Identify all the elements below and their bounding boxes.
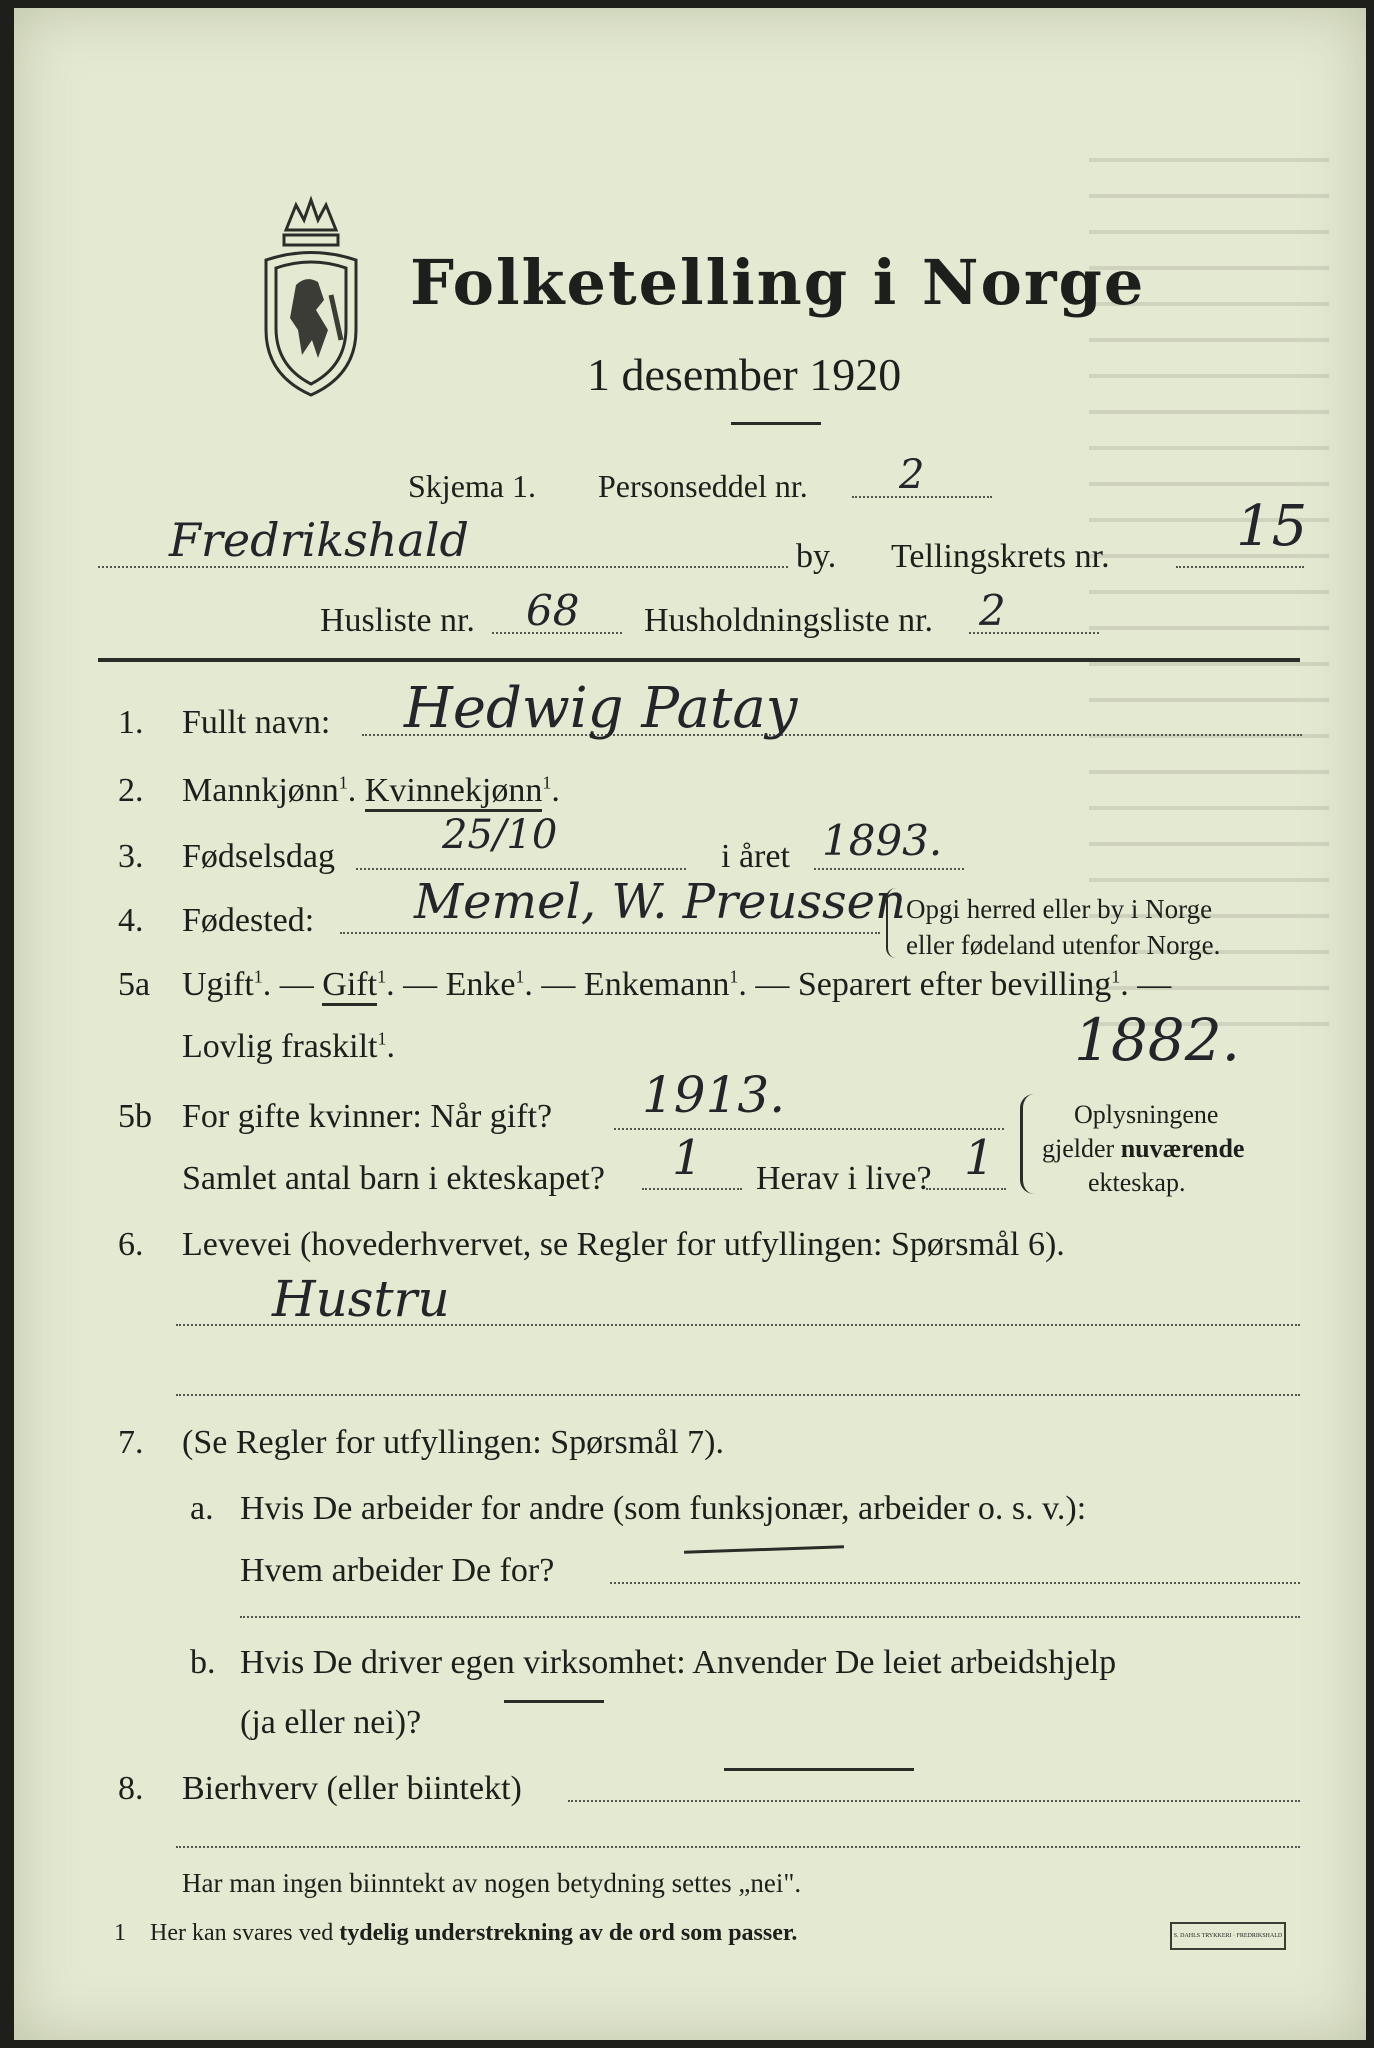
- q4-note-line2: eller fødeland utenfor Norge.: [906, 930, 1221, 960]
- q7b-letter: b.: [190, 1644, 216, 1681]
- year-label: i året: [721, 838, 790, 875]
- footnote: 1 Her kan svares ved tydelig understrekning av de ord som passer.: [114, 1920, 798, 1946]
- children-value[interactable]: 1: [672, 1130, 703, 1186]
- husliste-value[interactable]: 68: [526, 586, 580, 635]
- income-note: Har man ingen biinntekt av nogen betydning settes „nei".: [182, 1868, 802, 1898]
- q4-number: 4.: [118, 902, 144, 939]
- q7a-line1: Hvis De arbeider for andre (som funksjonær, arbeider o. s. v.):: [240, 1490, 1087, 1527]
- husliste-label: Husliste nr.: [320, 602, 475, 639]
- tellingskrets-value[interactable]: 15: [1236, 494, 1308, 559]
- q3-number: 3.: [118, 838, 144, 875]
- q2-number: 2.: [118, 772, 144, 809]
- birthdate-value[interactable]: 25/10: [442, 812, 558, 858]
- option-widow[interactable]: . — Enke: [386, 966, 516, 1003]
- q5b-alive-label: Herav i live?: [756, 1160, 932, 1197]
- personseddel-value[interactable]: 2: [899, 452, 925, 498]
- children-line: [642, 1188, 742, 1190]
- q7a-line2: Hvem arbeider De for?: [240, 1552, 555, 1589]
- margin-note-1882: 1882.: [1074, 1006, 1241, 1074]
- sex-options: Mannkjønn$^1$. Kvinnekjønn$^1$.: [182, 772, 560, 810]
- option-separated[interactable]: . — Separert efter bevilling: [738, 966, 1112, 1003]
- option-male[interactable]: Mannkjønn: [182, 772, 339, 809]
- q5b-married-label: For gifte kvinner: Når gift?: [182, 1098, 553, 1135]
- hired-help-dash: [504, 1700, 604, 1703]
- printer-stamp: S. DAHLS TRYKKERI · FREDRIKSHALD: [1170, 1922, 1286, 1950]
- q6-label: Levevei (hovederhvervet, se Regler for utfyllingen: Spørsmål 6).: [182, 1226, 1065, 1263]
- employer-line-2: [240, 1616, 1300, 1618]
- town-value[interactable]: Fredrikshald: [169, 513, 469, 567]
- q6-number: 6.: [118, 1226, 144, 1263]
- q5b-children-label: Samlet antal barn i ekteskapet?: [182, 1160, 605, 1197]
- option-female-underlined[interactable]: Kvinnekjønn: [365, 772, 543, 812]
- husholdning-label: Husholdningsliste nr.: [644, 602, 934, 639]
- q5b-bracket: [1020, 1094, 1039, 1194]
- occupation-line-1: [176, 1324, 1300, 1326]
- birthplace-line: [340, 932, 880, 934]
- q4-label: Fødested:: [182, 902, 315, 939]
- town-line: [98, 566, 788, 568]
- title-divider: [731, 422, 821, 425]
- q5b-number: 5b: [118, 1098, 152, 1135]
- census-date: 1 desember 1920: [587, 349, 902, 400]
- q7a-letter: a.: [190, 1490, 214, 1527]
- secondary-income-dash: [724, 1768, 914, 1771]
- birthplace-value[interactable]: Memel, W. Preussen: [414, 874, 906, 930]
- header-rule: [98, 658, 1300, 662]
- marital-status-options: Ugift$^1$. — Gift$^1$. — Enke$^1$. — Enkemann$^1$. — Separert efter bevilling$^1$. —: [182, 966, 1171, 1004]
- occupation-value[interactable]: Hustru: [272, 1270, 450, 1328]
- census-form-sheet: [14, 8, 1366, 2040]
- norwegian-coat-of-arms-icon: [246, 190, 376, 400]
- q5b-note-line1: Oplysningene: [1074, 1100, 1219, 1129]
- q1-number: 1.: [118, 704, 144, 741]
- tellingskrets-label: Tellingskrets nr.: [891, 538, 1110, 575]
- full-name-value[interactable]: Hedwig Patay: [404, 676, 798, 741]
- alive-line: [926, 1188, 1006, 1190]
- employer-dash: [684, 1545, 844, 1554]
- q5b-note-line3: ekteskap.: [1088, 1168, 1186, 1197]
- schema-label: Skjema 1.: [408, 468, 536, 504]
- option-unmarried[interactable]: Ugift: [182, 966, 254, 1003]
- secondary-income-line-2: [176, 1846, 1300, 1848]
- q5b-note-line2: gjelder nuværende: [1042, 1134, 1245, 1163]
- q8-number: 8.: [118, 1770, 144, 1807]
- q4-bracket: [886, 888, 902, 958]
- q4-note-line1: Opgi herred eller by i Norge: [906, 894, 1213, 924]
- personseddel-label: Personseddel nr.: [598, 468, 808, 504]
- husholdning-value[interactable]: 2: [979, 586, 1006, 635]
- q7-number: 7.: [118, 1424, 144, 1461]
- option-widower[interactable]: . — Enkemann: [524, 966, 730, 1003]
- tellingskrets-line: [1176, 566, 1304, 568]
- q5a-number: 5a: [118, 966, 151, 1003]
- q7-label: (Se Regler for utfyllingen: Spørsmål 7).: [182, 1424, 725, 1461]
- q3-label: Fødselsdag: [182, 838, 335, 875]
- birthyear-line: [814, 868, 964, 870]
- occupation-line-2: [176, 1394, 1300, 1396]
- q1-label: Fullt navn:: [182, 704, 331, 741]
- alive-value[interactable]: 1: [964, 1130, 995, 1186]
- birthdate-line: [356, 868, 686, 870]
- birthyear-value[interactable]: 1893.: [822, 816, 943, 865]
- form-title: Folketelling i Norge: [410, 246, 1146, 319]
- employer-line: [610, 1582, 1300, 1584]
- q7b-line1: Hvis De driver egen virksomhet: Anvender De leiet arbeidshjelp: [240, 1644, 1117, 1681]
- option-divorced[interactable]: Lovlig fraskilt$^1$.: [182, 1028, 395, 1065]
- option-married-underlined[interactable]: Gift: [322, 966, 377, 1006]
- secondary-income-line: [568, 1800, 1300, 1802]
- q8-label: Bierhverv (eller biintekt): [182, 1770, 522, 1807]
- by-label: by.: [796, 538, 837, 575]
- q7b-line2: (ja eller nei)?: [240, 1704, 422, 1741]
- married-year-value[interactable]: 1913.: [642, 1066, 786, 1124]
